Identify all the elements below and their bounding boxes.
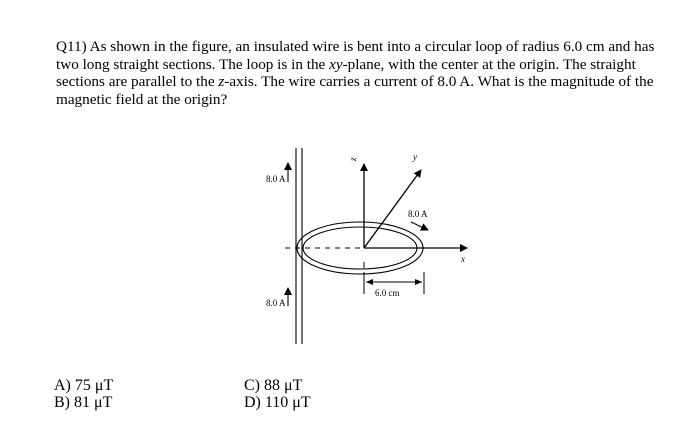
question-text-part-1: Q11) As shown in the figure, an insulated wire is bent into a circular loop of radius 6.0 cm and has two long straight sections. The loop is in the bbox=[56, 38, 655, 73]
y-axis-label: y bbox=[413, 152, 417, 162]
current-label-bottom: 8.0 A bbox=[266, 298, 286, 308]
answer-choices-right bbox=[244, 377, 311, 411]
question-var-xy: xy bbox=[329, 55, 343, 73]
radius-label: 6.0 cm bbox=[375, 288, 400, 298]
question-text-part-2: -plane, with the center at the origin. The straight sections are parallel to the bbox=[56, 55, 636, 90]
question-text-part-3: -axis. The wire carries a current of 8.0 A. What is the magnitude of the magnetic field at the origin? bbox=[56, 73, 654, 108]
choice-d: D) 110 μT bbox=[244, 394, 311, 411]
current-label-top: 8.0 A bbox=[266, 174, 286, 184]
current-label-loop: 8.0 A bbox=[408, 209, 428, 219]
answer-choices-left bbox=[54, 377, 113, 411]
x-axis-label: x bbox=[461, 254, 465, 264]
z-axis-label: z bbox=[348, 157, 358, 161]
choice-c: C) 88 μT bbox=[244, 377, 303, 394]
choice-a: A) 75 μT bbox=[54, 377, 114, 394]
question-var-z: z bbox=[218, 73, 225, 90]
current-arrow-loop bbox=[411, 222, 428, 230]
choice-b: B) 81 μT bbox=[54, 394, 113, 411]
